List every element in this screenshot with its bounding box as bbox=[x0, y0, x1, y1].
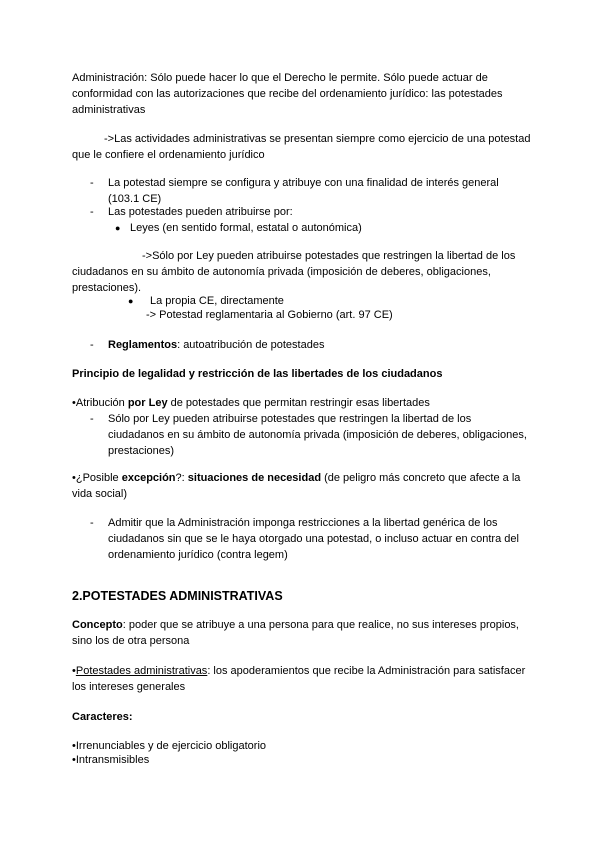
excepcion-pre: •¿Posible bbox=[72, 472, 122, 484]
ley-paragraph: ->Sólo por Ley pueden atribuirse potestades que restringen la libertad de los ciudadanos en su ámbito de autonomía privada (imposición de deberes, obligaciones, prestaciones). bbox=[72, 250, 516, 294]
necesidad-bold: situaciones de necesidad bbox=[187, 472, 322, 484]
sub-item-leyes: Leyes (en sentido formal, estatal o autonómica) bbox=[130, 222, 362, 234]
potestades-text: : los apoderamientos que recibe la Administración para satisfacer los intereses generales bbox=[72, 665, 526, 693]
list-item-admitir: Admitir que la Administración imponga restricciones a la libertad genérica de los ciudadanos sin que se le haya otorgado una potestad, o incluso actuar en contra del ordenamiento jurídico (contra legem) bbox=[108, 517, 519, 561]
atribucion-post: de potestades que permitan restringir esas libertades bbox=[167, 397, 430, 409]
bullet-dot-icon: ● bbox=[128, 296, 134, 306]
section-heading-legalidad: Principio de legalidad y restricción de las libertades de los ciudadanos bbox=[72, 368, 443, 380]
caracter-item-irrenunciables: •Irrenunciables y de ejercicio obligatorio bbox=[72, 740, 267, 752]
dash-marker: - bbox=[90, 517, 94, 529]
list-item-atribuirse: Las potestades pueden atribuirse por: bbox=[108, 206, 293, 218]
caracter-item-intransmisibles: •Intransmisibles bbox=[72, 754, 150, 766]
excepcion-bold: excepción bbox=[121, 472, 176, 484]
dash-marker: - bbox=[90, 177, 94, 189]
sub-item-ce: La propia CE, directamente bbox=[150, 295, 284, 307]
caracteres-heading: Caracteres: bbox=[72, 711, 133, 723]
excepcion-mid: ?: bbox=[175, 472, 188, 484]
list-item-solo-ley: Sólo por Ley pueden atribuirse potestades que restringen la libertad de los ciudadanos en su ámbito de autonomía privada (imposición de deberes, obligaciones, prestaciones) bbox=[108, 413, 527, 457]
dash-marker: - bbox=[90, 206, 94, 218]
dash-marker: - bbox=[90, 339, 94, 351]
dash-marker: - bbox=[90, 413, 94, 425]
concepto-bold: Concepto bbox=[72, 619, 123, 631]
list-item-finalidad: La potestad siempre se configura y atribuye con una finalidad de interés general (103.1 CE) bbox=[108, 177, 499, 205]
arrow-line: -> Potestad reglamentaria al Gobierno (art. 97 CE) bbox=[146, 309, 393, 321]
excepcion-post: (de peligro más concreto que afecte a la vida social) bbox=[72, 472, 521, 500]
reglamentos-text: : autoatribución de potestades bbox=[177, 339, 325, 351]
reglamentos-bold: Reglamentos bbox=[108, 339, 178, 351]
section-heading-potestades: 2.POTESTADES ADMINISTRATIVAS bbox=[72, 589, 283, 603]
list-item-reglamentos bbox=[108, 337, 528, 353]
atribucion-pre: •Atribución bbox=[72, 397, 128, 409]
potestades-underlined: Potestades administrativas bbox=[75, 665, 208, 677]
intro-paragraph: Administración: Sólo puede hacer lo que el Derecho le permite. Sólo puede actuar de conformidad con las autorizaciones que recibe del ordenamiento jurídico: las potestades administrativas bbox=[72, 72, 503, 116]
atribucion-line bbox=[72, 395, 532, 411]
potestades-bullet: • bbox=[72, 665, 76, 677]
excepcion-paragraph bbox=[72, 470, 532, 502]
concepto-text: : poder que se atribuye a una persona para que realice, no sus intereses propios, sino los de otra persona bbox=[72, 619, 519, 647]
activities-paragraph: ->Las actividades administrativas se presentan siempre como ejercicio de una potestad que le confiere el ordenamiento jurídico bbox=[72, 133, 531, 161]
concepto-paragraph bbox=[72, 617, 532, 649]
atribucion-bold: por Ley bbox=[127, 397, 168, 409]
bullet-dot-icon: ● bbox=[115, 223, 121, 233]
potestades-paragraph bbox=[72, 663, 532, 695]
